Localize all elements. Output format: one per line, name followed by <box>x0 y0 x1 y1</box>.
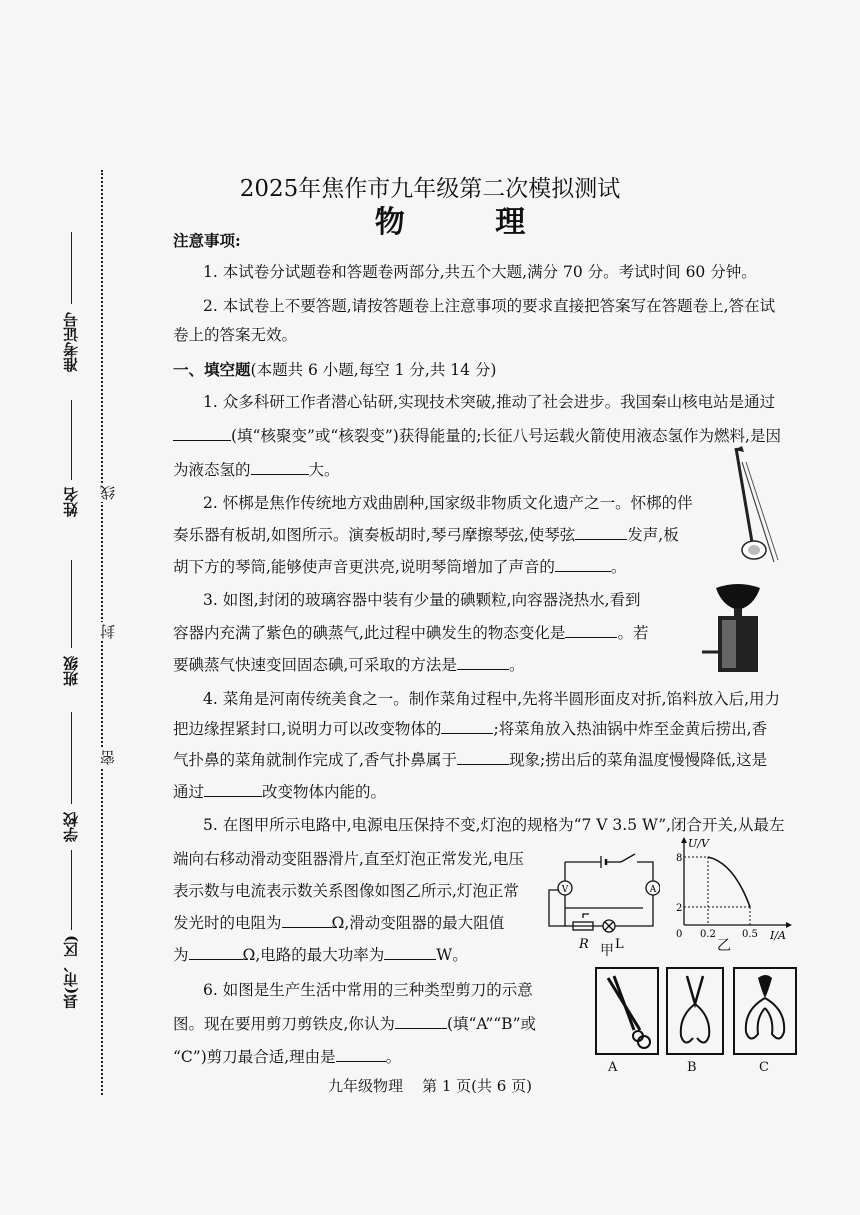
field-label-county: 县(市、区) <box>62 935 80 1010</box>
q1-blank-1[interactable] <box>173 426 231 441</box>
q6-line3 <box>173 1047 401 1067</box>
q4-blank-1[interactable] <box>441 719 493 734</box>
exam-title: 2025年焦作市九年级第二次模拟测试 <box>239 176 621 202</box>
q1-line3a: 为液态氢的 <box>173 461 251 479</box>
q5-line4a: 发光时的电阻为 <box>173 914 282 932</box>
scissors-c-blades <box>758 975 772 998</box>
q2-line3 <box>173 557 626 577</box>
q4-line4b: 改变物体内能的。 <box>262 783 387 801</box>
scissors-b-blades <box>687 976 703 1004</box>
graph-x-arrow <box>786 922 792 928</box>
graph-xlabel: I/A <box>770 929 786 942</box>
scissors-b-handle-2 <box>695 1004 709 1043</box>
scissors-b-frame <box>667 968 723 1054</box>
uv-graph <box>674 835 794 945</box>
banhu-neck <box>736 448 752 542</box>
section-note: (本题共 6 小题,每空 1 分,共 14 分) <box>250 361 497 379</box>
section-heading <box>173 360 496 380</box>
banhu-figure <box>722 442 782 572</box>
q5-line5 <box>173 945 468 965</box>
q2-blank-1[interactable] <box>575 525 627 540</box>
circuit-caption: 甲 <box>600 943 614 959</box>
iodine-container-figure <box>698 580 778 680</box>
q2-blank-2[interactable] <box>555 557 611 572</box>
field-blank-school[interactable] <box>71 712 72 804</box>
q6-line2a: 图。现在要用剪刀剪铁皮,你认为 <box>173 1015 395 1033</box>
graph-ytick-2: 2 <box>676 903 683 914</box>
q3-line3a: 要碘蒸气快速变回固态碘,可采取的方法是 <box>173 656 457 674</box>
scissors-a-blade-2 <box>614 976 634 1030</box>
q5-blank-2[interactable] <box>189 945 243 960</box>
wire-voltmeter-bottom <box>549 908 565 926</box>
field-label-class: 班级 <box>62 656 80 686</box>
q5-line2: 端向右移动滑动变阻器滑片,直至灯泡正常发光,电压 <box>173 850 524 868</box>
graph-ylabel: U/V <box>688 837 709 850</box>
scissors-label-c: C <box>759 1060 769 1075</box>
q5-line5a: 为 <box>173 946 189 964</box>
footer-text: 九年级物理 第 1 页(共 6 页) <box>328 1077 532 1095</box>
field-blank-exam-number[interactable] <box>71 232 72 304</box>
q1-line2-text: (填“核聚变”或“核裂变”)获得能量的;长征八号运载火箭使用液态氢作为燃料,是因 <box>231 427 781 445</box>
notice-item-2a: 2. 本试卷上不要答题,请按答题卷上注意事项的要求直接把答案写在答题卷上,答在试 <box>203 297 776 315</box>
q3-line2b: 。若 <box>617 624 649 642</box>
q4-line4 <box>173 782 386 802</box>
field-label-exam-number: 准考证号 <box>62 312 80 372</box>
container-top <box>716 584 760 610</box>
scissors-c-handle-2 <box>765 998 784 1039</box>
q4-blank-3[interactable] <box>204 782 262 797</box>
voltmeter-label: V <box>561 885 569 895</box>
scissors-b <box>665 964 725 1056</box>
q6-line1: 6. 如图是生产生活中常用的三种类型剪刀的示意 <box>203 981 533 999</box>
notice-item-2b: 卷上的答案无效。 <box>173 326 298 344</box>
q6-blank-2[interactable] <box>336 1047 386 1062</box>
field-label-name: 姓名 <box>62 487 80 517</box>
q5-line4b: Ω,滑动变阻器的最大阻值 <box>331 914 505 932</box>
container-neck <box>734 608 742 616</box>
q1-line3 <box>173 460 340 480</box>
q4-line2 <box>173 719 767 739</box>
subject-text: 物 理 <box>374 205 566 240</box>
q4-line3a: 气扑鼻的菜角就制作完成了,香气扑鼻属于 <box>173 751 457 769</box>
q5-line4 <box>173 913 504 933</box>
q3-line1: 3. 如图,封闭的玻璃容器中装有少量的碘颗粒,向容器浇热水,看到 <box>203 591 641 609</box>
q3-line2a: 容器内充满了紫色的碘蒸气,此过程中碘发生的物态变化是 <box>173 624 566 642</box>
q1-line2 <box>173 426 781 446</box>
scissors-label-a: A <box>608 1060 618 1075</box>
q3-blank-1[interactable] <box>565 623 617 638</box>
q2-line2 <box>173 525 679 545</box>
scissors-label-b: B <box>687 1060 697 1075</box>
q6-line3a: “C”)剪刀最合适,理由是 <box>173 1048 336 1066</box>
q4-line1: 4. 菜角是河南传统美食之一。制作菜角过程中,先将半圆形面皮对折,馅料放入后,用力 <box>203 690 780 708</box>
graph-xtick-02: 0.2 <box>700 929 716 940</box>
q4-blank-2[interactable] <box>457 750 509 765</box>
field-blank-county[interactable] <box>71 850 72 930</box>
q4-line3 <box>173 750 767 770</box>
field-label-school: 学校 <box>62 812 80 842</box>
q2-line3b: 。 <box>610 558 627 576</box>
q5-blank-3[interactable] <box>384 945 436 960</box>
graph-y-arrow <box>681 837 687 843</box>
q6-line2b: (填“A”“B”或 <box>446 1015 536 1033</box>
q2-line3a: 胡下方的琴筒,能够使声音更洪亮,说明琴筒增加了声音的 <box>173 558 555 576</box>
q2-line2a: 奏乐器有板胡,如图所示。演奏板胡时,琴弓摩擦琴弦,使琴弦 <box>173 526 576 544</box>
q5-line1: 5. 在图甲所示电路中,电源电压保持不变,灯泡的规格为“7 V 3.5 W”,闭合开关,从最左 <box>203 816 785 834</box>
q1-line1: 1. 众多科研工作者潜心钻研,实现技术突破,推动了社会进步。我国秦山核电站是通过 <box>203 393 776 411</box>
q3-blank-2[interactable] <box>457 655 509 670</box>
notice-heading: 注意事项: <box>173 231 241 250</box>
lamp-label: L <box>615 937 624 952</box>
q4-line4a: 通过 <box>173 783 205 801</box>
q6-line2 <box>173 1014 536 1034</box>
page-footer <box>0 1075 860 1096</box>
seal-mark-feng: 封 <box>99 624 117 639</box>
scissors-c <box>732 964 798 1056</box>
notice-item-1: 1. 本试卷分试题卷和答题卷两部分,共五个大题,满分 70 分。考试时间 60 分钟。 <box>203 263 757 281</box>
field-blank-name[interactable] <box>71 400 72 480</box>
graph-origin: 0 <box>676 929 683 940</box>
q1-blank-2[interactable] <box>251 460 309 475</box>
scissors-a <box>594 964 660 1056</box>
graph-ytick-8: 8 <box>676 853 683 864</box>
seal-mark-mi: 密 <box>99 750 117 765</box>
q4-line2a: 把边缘捏紧封口,说明力可以改变物体的 <box>173 720 442 738</box>
q1-line3b: 大。 <box>308 461 340 479</box>
switch-blade <box>621 854 635 862</box>
q3-line2 <box>173 623 648 643</box>
q5-blank-1[interactable] <box>282 913 332 928</box>
banhu-face <box>748 545 760 555</box>
scissors-c-handle-1 <box>746 998 765 1039</box>
subject-title <box>0 197 860 241</box>
q6-line3b: 。 <box>385 1048 402 1066</box>
q5-line3: 表示数与电流表示数关系图像如图乙所示,灯泡正常 <box>173 882 519 900</box>
field-blank-class[interactable] <box>71 560 72 648</box>
q5-line5c: W。 <box>436 946 468 964</box>
q2-line2b: 发声,板 <box>627 526 679 544</box>
q6-blank-1[interactable] <box>395 1014 447 1029</box>
scissors-b-handle-1 <box>681 1004 695 1043</box>
rheostat-slider <box>583 914 589 918</box>
q3-line3 <box>173 655 524 675</box>
q2-line1: 2. 怀梆是焦作传统地方戏曲剧种,国家级非物质文化遗产之一。怀梆的伴 <box>203 494 693 512</box>
q5-line5b: Ω,电路的最大功率为 <box>242 946 385 964</box>
graph-caption: 乙 <box>717 938 731 954</box>
q4-line3b: 现象;捞出后的菜角温度慢慢降低,这是 <box>508 751 768 769</box>
q3-line3b: 。 <box>508 656 525 674</box>
q4-line2b: ;将菜角放入热油锅中炸至金黄后捞出,香 <box>493 720 768 738</box>
section-title: 一、填空题 <box>173 360 251 379</box>
seal-mark-xian: 线 <box>99 485 117 500</box>
graph-curve <box>708 857 750 907</box>
scissors-a-handle-2 <box>638 1036 650 1048</box>
container-highlight <box>722 620 736 668</box>
ammeter-label: A <box>649 885 657 895</box>
graph-xtick-05: 0.5 <box>742 929 758 940</box>
rheostat-label: R <box>579 937 589 952</box>
